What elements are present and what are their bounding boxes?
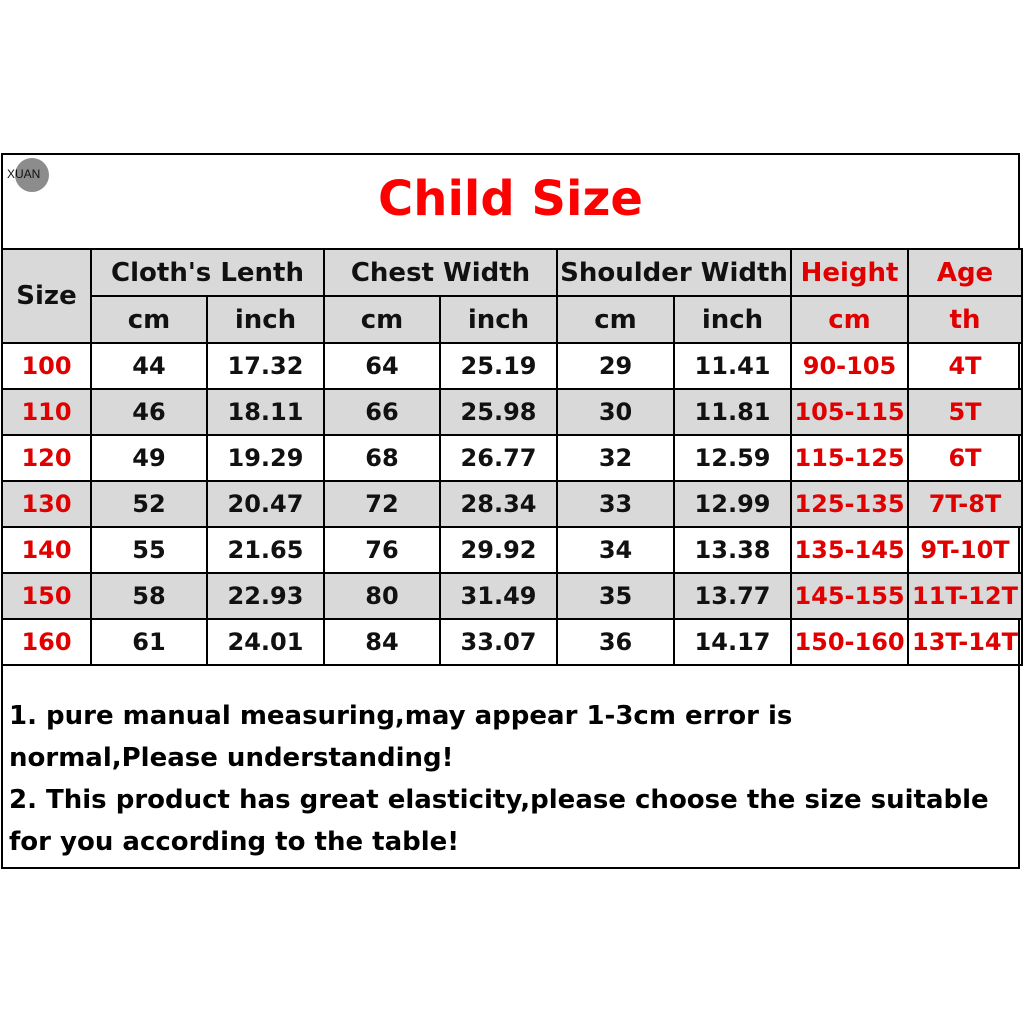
unit-cell: cm [557,296,674,343]
table-cell: 72 [324,481,440,527]
age-cell: 11T-12T [908,573,1022,619]
age-cell: 13T-14T [908,619,1022,665]
table-cell: 34 [557,527,674,573]
header-row [2,249,1022,296]
table-cell: 25.19 [440,343,557,389]
size-cell: 160 [2,619,91,665]
unit-row [2,296,1022,343]
table-cell: 21.65 [207,527,324,573]
table-row [2,527,1022,573]
table-cell: 11.81 [674,389,791,435]
height-cell: 135-145 [791,527,908,573]
size-cell: 150 [2,573,91,619]
table-cell: 24.01 [207,619,324,665]
table-cell: 29 [557,343,674,389]
size-table [1,248,1023,666]
table-row [2,389,1022,435]
notes-section [9,695,1009,863]
table-cell: 64 [324,343,440,389]
table-cell: 22.93 [207,573,324,619]
table-cell: 12.59 [674,435,791,481]
table-cell: 17.32 [207,343,324,389]
height-cell: 90-105 [791,343,908,389]
table-cell: 32 [557,435,674,481]
header-height: Height [791,249,908,296]
table-cell: 49 [91,435,207,481]
table-row [2,619,1022,665]
table-cell: 33.07 [440,619,557,665]
chart-title: Child Size [378,171,643,227]
table-row [2,481,1022,527]
table-cell: 14.17 [674,619,791,665]
table-cell: 20.47 [207,481,324,527]
size-cell: 140 [2,527,91,573]
table-cell: 36 [557,619,674,665]
table-cell: 12.99 [674,481,791,527]
table-cell: 61 [91,619,207,665]
note-1: 1. pure manual measuring,may appear 1-3cm error is normal,Please understanding! [9,701,793,773]
size-cell: 110 [2,389,91,435]
table-cell: 26.77 [440,435,557,481]
table-cell: 35 [557,573,674,619]
table-cell: 68 [324,435,440,481]
header-size: Size [2,249,91,343]
table-cell: 25.98 [440,389,557,435]
unit-cell: cm [791,296,908,343]
table-cell: 19.29 [207,435,324,481]
table-cell: 29.92 [440,527,557,573]
age-cell: 9T-10T [908,527,1022,573]
height-cell: 105-115 [791,389,908,435]
header-cloth-length: Cloth's Lenth [91,249,324,296]
table-cell: 18.11 [207,389,324,435]
table-cell: 66 [324,389,440,435]
unit-cell: inch [440,296,557,343]
table-cell: 33 [557,481,674,527]
table-row [2,573,1022,619]
table-cell: 84 [324,619,440,665]
table-cell: 28.34 [440,481,557,527]
unit-cell: th [908,296,1022,343]
size-chart-frame [1,153,1020,869]
table-cell: 13.77 [674,573,791,619]
size-cell: 130 [2,481,91,527]
table-cell: 46 [91,389,207,435]
table-row [2,435,1022,481]
unit-cell: inch [207,296,324,343]
height-cell: 115-125 [791,435,908,481]
logo-text: XUAN [7,167,41,181]
table-cell: 76 [324,527,440,573]
unit-cell: cm [324,296,440,343]
header-chest-width: Chest Width [324,249,557,296]
age-cell: 6T [908,435,1022,481]
height-cell: 150-160 [791,619,908,665]
note-2: 2. This product has great elasticity,please choose the size suitable for you according to the table! [9,785,989,857]
header-shoulder-width: Shoulder Width [557,249,791,296]
table-cell: 58 [91,573,207,619]
size-cell: 100 [2,343,91,389]
table-row [2,343,1022,389]
header-age: Age [908,249,1022,296]
table-cell: 80 [324,573,440,619]
age-cell: 4T [908,343,1022,389]
table-cell: 31.49 [440,573,557,619]
table-cell: 30 [557,389,674,435]
table-cell: 44 [91,343,207,389]
table-cell: 13.38 [674,527,791,573]
age-cell: 5T [908,389,1022,435]
height-cell: 125-135 [791,481,908,527]
size-cell: 120 [2,435,91,481]
height-cell: 145-155 [791,573,908,619]
table-cell: 52 [91,481,207,527]
age-cell: 7T-8T [908,481,1022,527]
table-cell: 11.41 [674,343,791,389]
unit-cell: inch [674,296,791,343]
unit-cell: cm [91,296,207,343]
table-cell: 55 [91,527,207,573]
